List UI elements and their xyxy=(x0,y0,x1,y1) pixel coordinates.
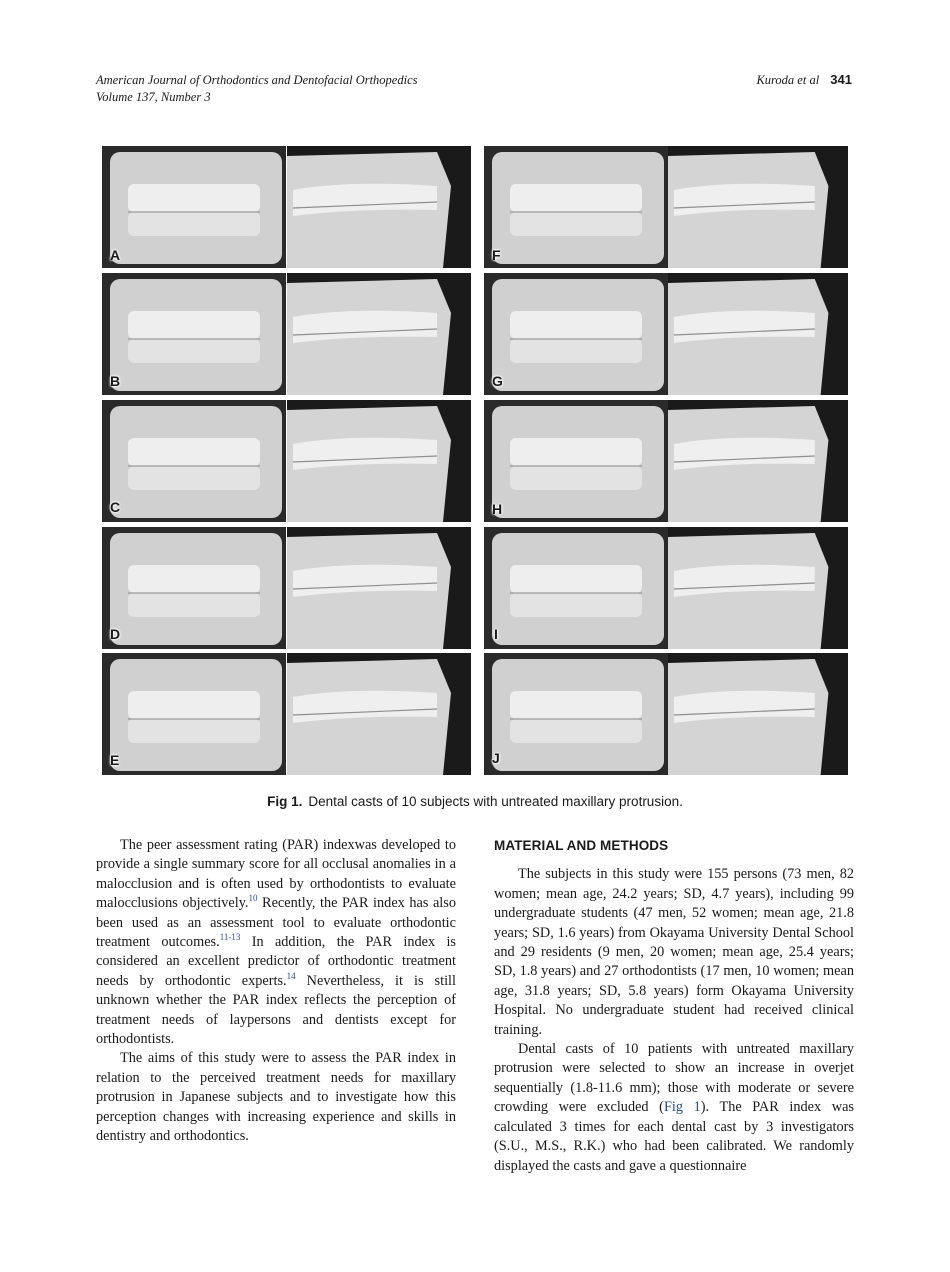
dental-cast-photo-frontal xyxy=(484,146,668,268)
panel-label-a: A xyxy=(110,247,121,263)
right-text-column xyxy=(494,836,854,1176)
panel-label-c: C xyxy=(110,499,121,515)
dental-cast-photo-frontal xyxy=(102,400,286,522)
dental-cast-photo-lateral xyxy=(287,146,471,268)
dental-cast-photo-lateral xyxy=(668,273,848,395)
dental-cast-photo-frontal xyxy=(484,527,668,649)
panel-label-b: B xyxy=(110,373,121,389)
dental-cast-photo-lateral xyxy=(668,400,848,522)
panel-label-e: E xyxy=(110,752,120,768)
panel-label-j: J xyxy=(492,750,500,766)
dental-cast-photo-frontal xyxy=(102,273,286,395)
dental-cast-photo-frontal xyxy=(102,146,286,268)
citation-link[interactable]: 14 xyxy=(286,971,296,982)
panel-label-h: H xyxy=(492,501,503,517)
dental-cast-photo-lateral xyxy=(287,527,471,649)
panel-label-g: G xyxy=(492,373,503,389)
dental-cast-photo-lateral xyxy=(668,527,848,649)
dental-cast-photo-lateral xyxy=(668,146,848,268)
methods-paragraph-2 xyxy=(494,1040,854,1176)
page-number: 341 xyxy=(830,72,852,87)
section-heading: MATERIAL AND METHODS xyxy=(494,838,669,853)
intro-paragraph-1 xyxy=(96,836,456,1049)
dental-cast-photo-frontal xyxy=(484,653,668,775)
journal-name: American Journal of Orthodontics and Dentofacial Orthopedics xyxy=(96,73,418,87)
dental-cast-photo-lateral xyxy=(287,273,471,395)
figure-caption-text: Dental casts of 10 subjects with untreated maxillary protrusion. xyxy=(308,794,683,809)
dental-cast-photo-frontal xyxy=(102,527,286,649)
dental-cast-photo-frontal xyxy=(484,273,668,395)
figure-reference-link[interactable]: Fig 1 xyxy=(663,1099,701,1116)
intro-paragraph-2: The aims of this study were to assess the PAR index in relation to the perceived treatment needs for maxillary protrusion in Japanese subjects and to investigate how this perception changes with increasing experience and skills in dentistry and orthodontics. xyxy=(96,1050,456,1145)
citation-link[interactable]: 10 xyxy=(248,893,258,904)
dental-cast-photo-frontal xyxy=(484,400,668,522)
panel-label-d: D xyxy=(110,626,121,642)
methods-paragraph-1: The subjects in this study were 155 persons (73 men, 82 women; mean age, 24.2 years; SD, 4.7 years), including 99 undergraduate students (47 men, 52 women; mean age, 21.8 years; SD, 1.6 years) from Okayama University Dental School and 29 residents (9 men, 20 women; mean age, 25.4 years; SD, 1.8 years) and 27 orthodontists (17 men, 10 women; mean age, 31.8 years; SD, 5.8 years) form Okayama University Hospital. No undergraduate student had received clinical training. xyxy=(494,866,854,1038)
body-text: Nevertheless, it is still unknown whether the PAR index reflects the perception of treatment needs of laypersons and dentists except for orthodontists. xyxy=(96,972,456,1048)
journal-volume: Volume 137, Number 3 xyxy=(96,90,211,104)
citation-link[interactable]: 11-13 xyxy=(219,932,241,943)
figure-caption-label: Fig 1. xyxy=(267,794,303,809)
body-text: In addition, the PAR index is considered an excellent predictor of orthodontic treatment needs by orthodontic experts. xyxy=(96,934,456,989)
figure-caption xyxy=(0,794,950,809)
running-authors: Kuroda et al xyxy=(756,73,820,87)
dental-cast-photo-lateral xyxy=(668,653,848,775)
panel-label-i: I xyxy=(494,626,498,642)
left-text-column xyxy=(96,836,456,1147)
body-text: Recently, the PAR index has also been used as an assessment tool to evaluate orthodontic treatment outcomes. xyxy=(96,895,456,951)
body-text: Dental casts of 10 patients with untreated maxillary protrusion were selected to show an increase in overjet sequentially (1.8-11.6 mm); those with moderate or severe crowding were excluded ( xyxy=(494,1041,854,1116)
panel-label-f: F xyxy=(492,247,501,263)
dental-cast-photo-lateral xyxy=(287,400,471,522)
dental-cast-photo-frontal xyxy=(102,653,286,775)
body-text: The peer assessment rating (PAR) indexwas developed to provide a single summary score for all occlusal anomalies in a malocclusion and is often used by orthodontists to evaluate malocclusions objectively. xyxy=(96,837,456,912)
dental-cast-photo-lateral xyxy=(287,653,471,775)
body-text: ). The PAR index was calculated 3 times for each dental cast by 3 investigators (S.U., M.S., R.K.) who had been calibrated. We randomly displayed the casts and gave a questionnaire xyxy=(494,1099,854,1174)
